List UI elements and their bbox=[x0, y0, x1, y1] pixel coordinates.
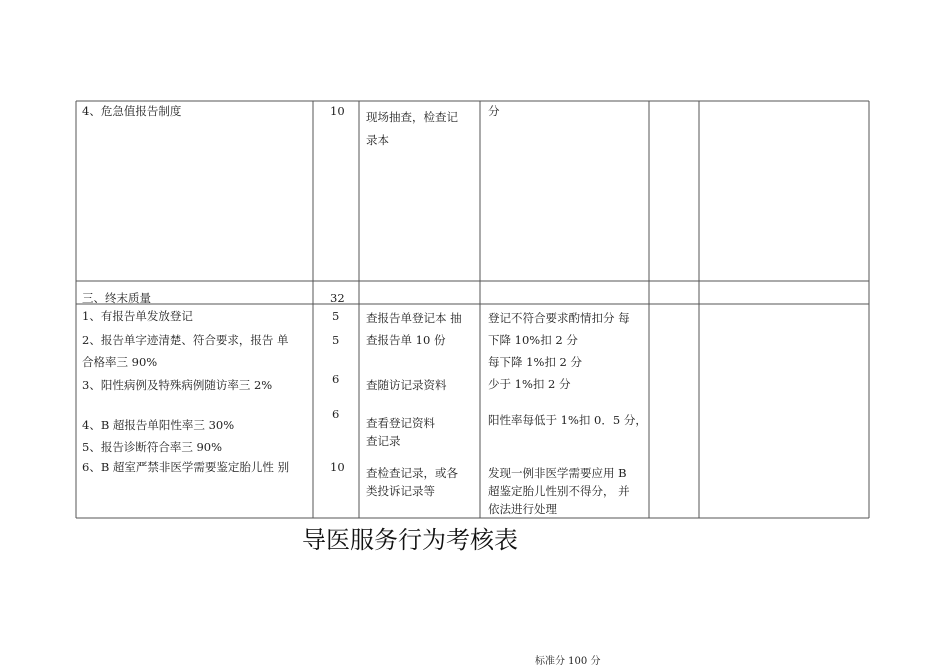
method-4: 查看登记资料 bbox=[366, 416, 435, 430]
section-header-final-quality: 三、终末质量 bbox=[82, 291, 151, 305]
deduct-1: 登记不符合要求酌情扣分 每 bbox=[488, 311, 630, 325]
item-5: 5、报告诊断符合率三 90% bbox=[82, 440, 223, 454]
deduct-6: 发现一例非医学需要应用 B bbox=[488, 466, 627, 480]
method-6: 查检查记录，或各 bbox=[366, 466, 458, 480]
deduct-critical: 分 bbox=[488, 104, 500, 118]
deduct-6-cont2: 依法进行处理 bbox=[488, 502, 557, 516]
item-critical-value-report: 4、危急值报告制度 bbox=[82, 104, 182, 118]
item-1: 1、有报告单发放登记 bbox=[82, 309, 193, 323]
method-2: 查报告单 10 份 bbox=[366, 333, 446, 347]
deduct-2-cont: 每下降 1%扣 2 分 bbox=[488, 355, 583, 369]
method-4-cont: 查记录 bbox=[366, 434, 401, 448]
item-2: 2、报告单字迹清楚、符合要求，报告 单 bbox=[82, 333, 289, 347]
method-critical-line1: 现场抽查，检查记 bbox=[366, 110, 458, 124]
deduct-6-cont: 超鉴定胎儿性别不得分， 并 bbox=[488, 484, 630, 498]
standard-score-note: 标准分 100 分 bbox=[535, 656, 601, 667]
score-critical-value: 10 bbox=[330, 104, 345, 118]
item-3: 3、阳性病例及特殊病例随访率三 2% bbox=[82, 378, 273, 392]
score-2: 5 bbox=[332, 333, 340, 347]
document-title: 导医服务行为考核表 bbox=[302, 526, 518, 554]
score-3: 6 bbox=[332, 372, 340, 386]
item-4: 4、B 超报告单阳性率三 30% bbox=[82, 418, 235, 432]
score-6: 10 bbox=[330, 460, 345, 474]
deduct-4: 阳性率每低于 1%扣 0．5 分， bbox=[488, 413, 647, 427]
deduct-3: 少于 1%扣 2 分 bbox=[488, 377, 571, 391]
deduct-2: 下降 10%扣 2 分 bbox=[488, 333, 578, 347]
score-1: 5 bbox=[332, 309, 340, 323]
method-critical-line2: 录本 bbox=[366, 133, 389, 147]
section-header-score: 32 bbox=[330, 291, 345, 305]
method-6-cont: 类投诉记录等 bbox=[366, 484, 435, 498]
item-2-cont: 合格率三 90% bbox=[82, 355, 158, 369]
score-4: 6 bbox=[332, 407, 340, 421]
method-1: 查报告单登记本 抽 bbox=[366, 311, 462, 325]
item-6: 6、B 超室严禁非医学需要鉴定胎儿性 别 bbox=[82, 460, 290, 474]
method-3: 查随访记录资料 bbox=[366, 378, 447, 392]
